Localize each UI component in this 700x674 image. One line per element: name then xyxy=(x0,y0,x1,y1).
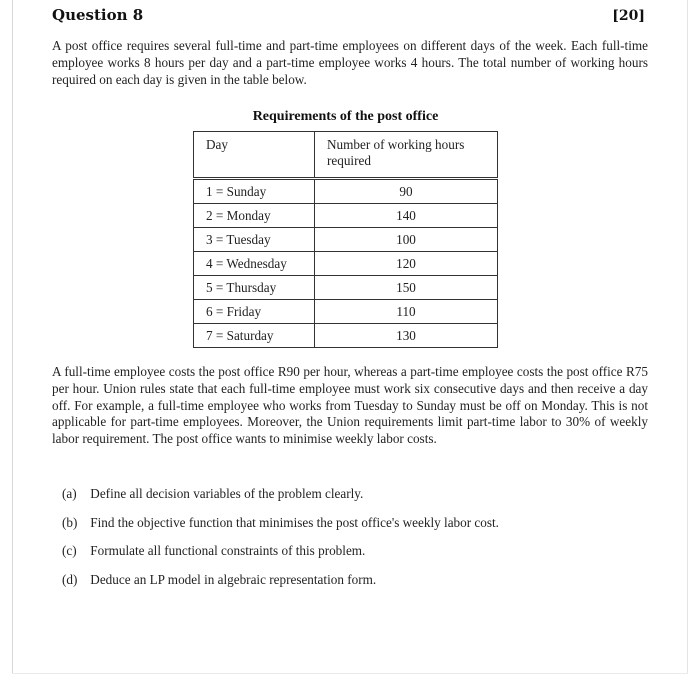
part-text: Define all decision variables of the problem clearly. xyxy=(90,486,364,501)
table-row xyxy=(194,228,498,252)
cell-day: 2 = Monday xyxy=(194,204,315,228)
cell-hours: 120 xyxy=(315,252,498,276)
table-caption: Requirements of the post office xyxy=(252,109,439,124)
part-letter: (b) xyxy=(62,514,78,530)
part-letter: (a) xyxy=(62,486,77,501)
table-row xyxy=(194,179,498,204)
cell-hours: 100 xyxy=(315,228,498,252)
header-day: Day xyxy=(194,132,315,179)
table-row xyxy=(194,204,498,228)
table-header-row xyxy=(194,132,498,179)
cell-day: 5 = Thursday xyxy=(194,276,315,300)
requirements-table xyxy=(193,131,498,348)
cell-day: 3 = Tuesday xyxy=(194,228,315,252)
table-row xyxy=(194,324,498,348)
page-border-left xyxy=(12,0,13,674)
list-item xyxy=(62,572,499,601)
page-border-right xyxy=(687,0,688,674)
table-row xyxy=(194,276,498,300)
table-row xyxy=(194,300,498,324)
cell-hours: 90 xyxy=(315,179,498,204)
part-letter: (c) xyxy=(62,543,77,558)
list-item xyxy=(62,486,499,515)
question-parts-list xyxy=(62,486,499,600)
question-title: Question 8 xyxy=(52,6,144,24)
part-letter: (d) xyxy=(62,571,78,587)
list-item xyxy=(62,515,499,544)
part-text: Formulate all functional constraints of this problem. xyxy=(90,543,366,558)
list-item xyxy=(62,543,499,572)
cell-hours: 150 xyxy=(315,276,498,300)
intro-paragraph: A post office requires several full-time and part-time employees on different days of the week. Each full-time employee works 8 hours per day and a part-time employee works 4 hours. The total number of working hours required on each day is given in the table below. xyxy=(52,38,648,87)
part-text: Deduce an LP model in algebraic representation form. xyxy=(90,571,377,587)
cell-day: 6 = Friday xyxy=(194,300,315,324)
cell-day: 7 = Saturday xyxy=(194,324,315,348)
table-row xyxy=(194,252,498,276)
body-paragraph: A full-time employee costs the post office R90 per hour, whereas a part-time employee costs the post office R75 per hour. Union rules state that each full-time employee must work six consecutive days and then receive a day off. For example, a full-time employee who works from Tuesday to Sunday must be off on Monday. This is not applicable for part-time employees. Moreover, the Union requirements limit part-time labor to 30% of weekly labor requirement. The post office wants to minimise weekly labor costs. xyxy=(52,364,648,447)
cell-hours: 140 xyxy=(315,204,498,228)
question-marks: [20] xyxy=(612,8,645,24)
part-text: Find the objective function that minimises the post office's weekly labor cost. xyxy=(90,514,499,530)
cell-day: 4 = Wednesday xyxy=(194,252,315,276)
cell-day: 1 = Sunday xyxy=(194,179,315,204)
header-hours: Number of working hours required xyxy=(315,132,498,179)
cell-hours: 130 xyxy=(315,324,498,348)
cell-hours: 110 xyxy=(315,300,498,324)
